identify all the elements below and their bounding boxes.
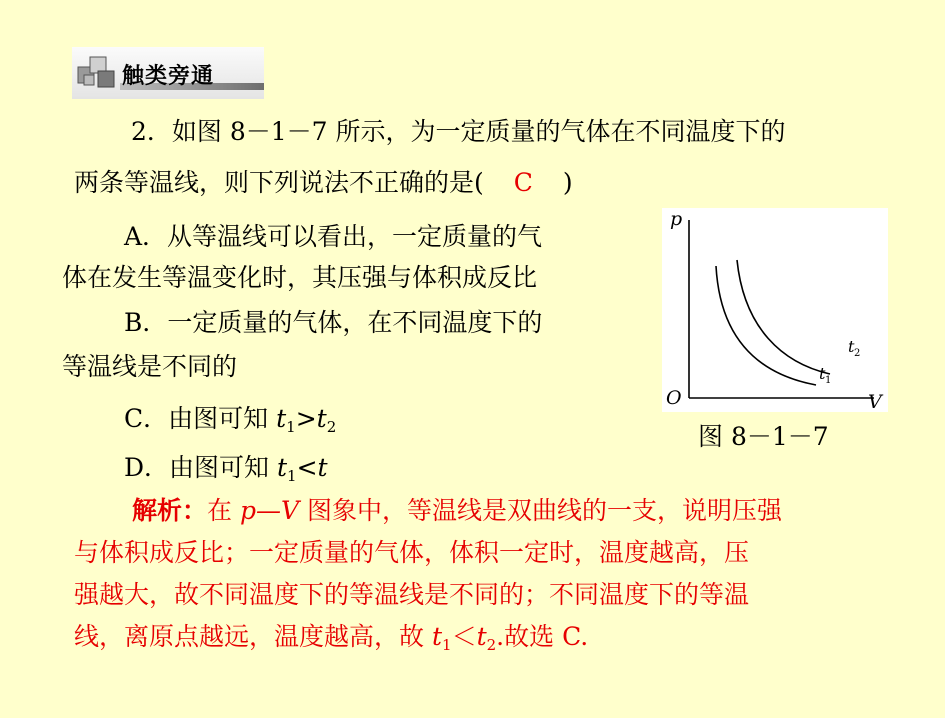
analysis-line-1 — [132, 495, 782, 527]
analysis-l1a: 在 — [207, 496, 233, 525]
question-close-paren: ) — [562, 168, 573, 197]
cubes-icon — [76, 53, 120, 93]
analysis-t1: t — [431, 622, 443, 651]
option-c-t2: t — [316, 404, 327, 433]
option-d-text: D．由图可知 — [124, 453, 270, 482]
isotherm-curve-t1 — [716, 266, 816, 385]
figure-caption: 图 8－1－7 — [698, 422, 829, 451]
analysis-line-3: 强越大，故不同温度下的等温线是不同的；不同温度下的等温 — [74, 580, 750, 609]
analysis-line-4 — [74, 621, 588, 653]
option-c-op: > — [295, 404, 317, 433]
answer-letter: C — [513, 168, 533, 197]
x-axis-label: V — [868, 391, 882, 412]
question-line-2 — [74, 167, 573, 199]
analysis-sub1: 1 — [442, 636, 452, 654]
option-c-t1: t — [276, 404, 287, 433]
option-b-line-2: 等温线是不同的 — [62, 352, 238, 381]
analysis-sub2: 2 — [486, 636, 497, 654]
option-c — [124, 403, 336, 435]
option-d-t1: t — [277, 453, 288, 482]
option-c-sub2: 2 — [326, 418, 337, 436]
curve-t1-label: t — [819, 364, 826, 383]
analysis-label: 解析： — [132, 496, 208, 525]
option-c-sub1: 1 — [286, 418, 296, 436]
analysis-l4a: 线，离原点越远，温度越高，故 — [74, 622, 425, 651]
analysis-end: .故选 C. — [496, 622, 589, 651]
option-a-line-1: A．从等温线可以看出，一定质量的气 — [124, 222, 543, 251]
isotherm-curve-t2 — [737, 260, 830, 374]
analysis-l1b: 图象中，等温线是双曲线的一支，说明压强 — [307, 496, 783, 525]
analysis-op: ＜ — [451, 622, 477, 651]
section-badge — [72, 47, 264, 99]
curve-t2-label: t — [848, 337, 855, 356]
option-a-line-2: 体在发生等温变化时，其压强与体积成反比 — [62, 263, 538, 292]
option-d-t2: t — [317, 453, 328, 482]
y-axis-label: p — [670, 208, 683, 230]
curve-t1-sub: 1 — [825, 375, 832, 386]
question-line-1: 2．如图 8－1－7 所示，为一定质量的气体在不同温度下的 — [131, 117, 786, 146]
origin-label: O — [666, 387, 682, 409]
analysis-line-2: 与体积成反比；一定质量的气体，体积一定时，温度越高，压 — [74, 538, 750, 567]
analysis-t2: t — [476, 622, 487, 651]
option-d-sub1: 1 — [287, 467, 297, 485]
isotherm-graph — [662, 208, 888, 412]
option-d — [124, 452, 328, 484]
option-c-text: C．由图可知 — [124, 404, 269, 433]
option-d-op: < — [296, 453, 318, 482]
curve-t2-sub: 2 — [854, 348, 861, 359]
option-b-line-1: B．一定质量的气体，在不同温度下的 — [124, 308, 543, 337]
analysis-pv: p—V — [239, 496, 300, 525]
section-title: 触类旁通 — [122, 64, 215, 89]
isotherm-figure — [662, 208, 888, 412]
question-text: 两条等温线，则下列说法不正确的是( — [74, 168, 484, 197]
